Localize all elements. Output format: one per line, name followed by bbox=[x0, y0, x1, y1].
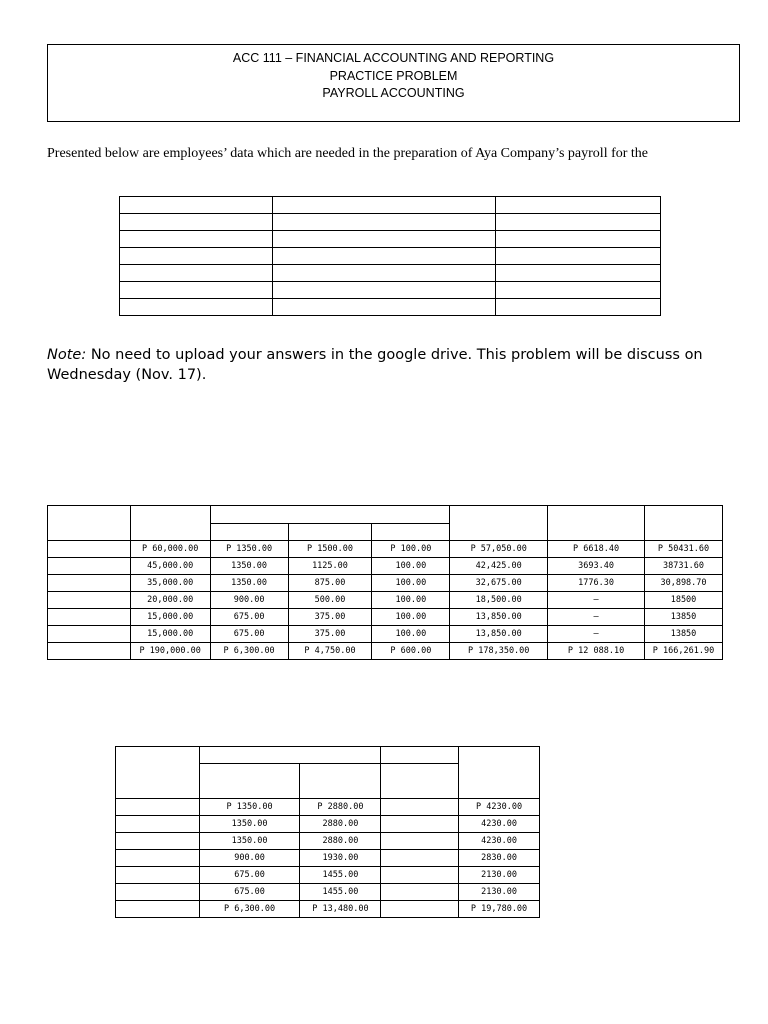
cell: 18,500.00 bbox=[450, 592, 548, 609]
problem-topic: PAYROLL ACCOUNTING bbox=[322, 86, 465, 100]
cell: P 600.00 bbox=[372, 643, 450, 660]
cell: P 12 088.10 bbox=[548, 643, 645, 660]
cell: 100.00 bbox=[372, 592, 450, 609]
table-row bbox=[120, 197, 661, 214]
cell: 900.00 bbox=[199, 850, 300, 867]
table-row bbox=[48, 575, 723, 592]
cell: 42,425.00 bbox=[450, 558, 548, 575]
table-row bbox=[48, 609, 723, 626]
cell: 1930.00 bbox=[300, 850, 381, 867]
cell: 2830.00 bbox=[459, 850, 540, 867]
table-row bbox=[120, 282, 661, 299]
cell: P 1350.00 bbox=[210, 541, 288, 558]
cell: 13850 bbox=[645, 626, 723, 643]
table-row bbox=[116, 901, 540, 918]
table-row bbox=[116, 850, 540, 867]
cell: P 57,050.00 bbox=[450, 541, 548, 558]
intro-text: Presented below are employees’ data which are needed in the preparation of Aya Company’s payroll for the bbox=[47, 146, 649, 161]
cell: — bbox=[548, 609, 645, 626]
table-row bbox=[116, 867, 540, 884]
table-row bbox=[116, 816, 540, 833]
cell: P 6618.40 bbox=[548, 541, 645, 558]
header-row bbox=[48, 506, 723, 524]
cell: 15,000.00 bbox=[130, 626, 210, 643]
cell: P 4230.00 bbox=[459, 799, 540, 816]
cell: 2130.00 bbox=[459, 867, 540, 884]
cell bbox=[381, 901, 459, 918]
table-row bbox=[120, 214, 661, 231]
cell: 18500 bbox=[645, 592, 723, 609]
cell: P 13,480.00 bbox=[300, 901, 381, 918]
cell: 1455.00 bbox=[300, 884, 381, 901]
cell bbox=[381, 867, 459, 884]
cell: 2880.00 bbox=[300, 833, 381, 850]
header-row bbox=[116, 747, 540, 764]
cell bbox=[381, 816, 459, 833]
table-row bbox=[116, 833, 540, 850]
cell: 38731.60 bbox=[645, 558, 723, 575]
table-row bbox=[48, 558, 723, 575]
cell: 2130.00 bbox=[459, 884, 540, 901]
cell: 100.00 bbox=[372, 558, 450, 575]
cell: P 100.00 bbox=[372, 541, 450, 558]
cell bbox=[381, 833, 459, 850]
cell: 35,000.00 bbox=[130, 575, 210, 592]
note-text: No need to upload your answers in the google drive. This problem will be discuss on Wednesday (Nov. 17). bbox=[47, 347, 703, 383]
cell: 2880.00 bbox=[300, 816, 381, 833]
payroll-table bbox=[47, 505, 723, 660]
cell: 500.00 bbox=[288, 592, 372, 609]
course-title: ACC 111 – FINANCIAL ACCOUNTING AND REPORTING bbox=[232, 51, 555, 65]
cell: P 4,750.00 bbox=[288, 643, 372, 660]
cell: 4230.00 bbox=[459, 833, 540, 850]
cell: P 166,261.90 bbox=[645, 643, 723, 660]
cell: 100.00 bbox=[372, 575, 450, 592]
cell: 100.00 bbox=[372, 626, 450, 643]
cell: 375.00 bbox=[288, 609, 372, 626]
table-row bbox=[48, 626, 723, 643]
cell: 1455.00 bbox=[300, 867, 381, 884]
cell: P 50431.60 bbox=[645, 541, 723, 558]
cell: 875.00 bbox=[288, 575, 372, 592]
document-header-box bbox=[47, 44, 740, 122]
table-row bbox=[48, 643, 723, 660]
cell bbox=[381, 850, 459, 867]
cell: 675.00 bbox=[210, 609, 288, 626]
cell: 1350.00 bbox=[199, 816, 300, 833]
cell bbox=[381, 799, 459, 816]
table-row bbox=[120, 299, 661, 316]
cell: 3693.40 bbox=[548, 558, 645, 575]
cell: P 6,300.00 bbox=[210, 643, 288, 660]
cell: 1776.30 bbox=[548, 575, 645, 592]
cell: 13850 bbox=[645, 609, 723, 626]
cell: P 1350.00 bbox=[199, 799, 300, 816]
cell: P 1500.00 bbox=[288, 541, 372, 558]
contributions-table bbox=[115, 746, 540, 918]
table-row bbox=[120, 265, 661, 282]
cell: 13,850.00 bbox=[450, 626, 548, 643]
cell: 30,898.70 bbox=[645, 575, 723, 592]
cell: P 178,350.00 bbox=[450, 643, 548, 660]
cell: 13,850.00 bbox=[450, 609, 548, 626]
cell: 32,675.00 bbox=[450, 575, 548, 592]
cell: 675.00 bbox=[199, 884, 300, 901]
cell: 20,000.00 bbox=[130, 592, 210, 609]
cell: P 60,000.00 bbox=[130, 541, 210, 558]
cell: 1350.00 bbox=[199, 833, 300, 850]
table-row bbox=[120, 231, 661, 248]
cell: 1350.00 bbox=[210, 575, 288, 592]
cell: 1125.00 bbox=[288, 558, 372, 575]
cell: — bbox=[548, 626, 645, 643]
cell: 1350.00 bbox=[210, 558, 288, 575]
cell: P 6,300.00 bbox=[199, 901, 300, 918]
problem-type: PRACTICE PROBLEM bbox=[329, 68, 458, 83]
cell: 100.00 bbox=[372, 609, 450, 626]
cell: 15,000.00 bbox=[130, 609, 210, 626]
cell: 45,000.00 bbox=[130, 558, 210, 575]
employee-data-table bbox=[119, 196, 661, 316]
cell: — bbox=[548, 592, 645, 609]
cell: 375.00 bbox=[288, 626, 372, 643]
table-row bbox=[116, 884, 540, 901]
table-row bbox=[48, 592, 723, 609]
cell: P 190,000.00 bbox=[130, 643, 210, 660]
cell: 675.00 bbox=[199, 867, 300, 884]
cell bbox=[381, 884, 459, 901]
cell: 4230.00 bbox=[459, 816, 540, 833]
cell: P 2880.00 bbox=[300, 799, 381, 816]
table-row bbox=[116, 799, 540, 816]
cell: P 19,780.00 bbox=[459, 901, 540, 918]
note-paragraph bbox=[47, 345, 747, 385]
cell: 900.00 bbox=[210, 592, 288, 609]
cell: 675.00 bbox=[210, 626, 288, 643]
note-label: Note: bbox=[47, 347, 87, 363]
table-row bbox=[120, 248, 661, 265]
table-row bbox=[48, 541, 723, 558]
